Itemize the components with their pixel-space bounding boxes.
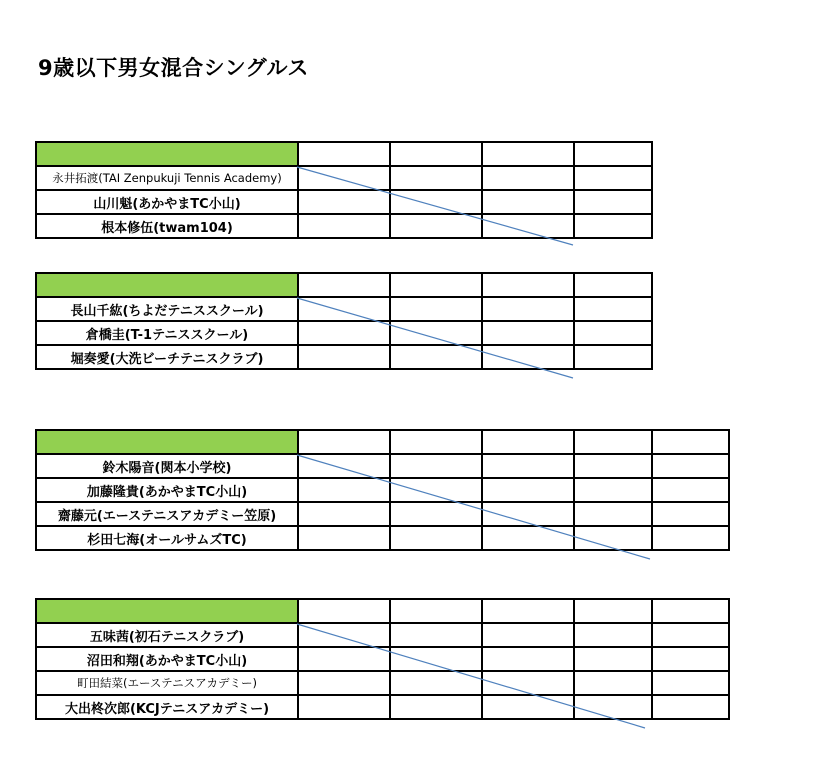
score-cell	[390, 214, 482, 238]
league-table	[35, 598, 730, 720]
score-cell	[482, 599, 574, 623]
table-row	[36, 345, 652, 369]
score-cell	[574, 599, 652, 623]
score-cell	[574, 214, 652, 238]
score-cell	[574, 454, 652, 478]
player-name: 根本修伍(twam104)	[36, 214, 298, 238]
score-cell	[482, 502, 574, 526]
score-cell	[298, 345, 390, 369]
score-cell	[482, 345, 574, 369]
league-group-4	[35, 598, 730, 720]
table-row	[36, 647, 729, 671]
table-header-row	[36, 599, 729, 623]
player-name: 倉橋圭(T-1テニススクール)	[36, 321, 298, 345]
score-cell	[390, 273, 482, 297]
score-cell	[574, 647, 652, 671]
score-cell	[482, 430, 574, 454]
table-row	[36, 478, 729, 502]
header-name-cell	[36, 430, 298, 454]
player-name: 長山千紘(ちよだテニススクール)	[36, 297, 298, 321]
score-cell	[482, 526, 574, 550]
score-cell	[298, 647, 390, 671]
table-row	[36, 321, 652, 345]
score-cell	[574, 297, 652, 321]
score-cell	[482, 273, 574, 297]
score-cell	[652, 502, 729, 526]
score-cell	[652, 526, 729, 550]
header-name-cell	[36, 273, 298, 297]
score-cell	[574, 695, 652, 719]
player-name: 町田結菜(エーステニスアカデミー)	[36, 671, 298, 695]
score-cell	[390, 345, 482, 369]
table-row	[36, 214, 652, 238]
score-cell	[298, 214, 390, 238]
league-group-3	[35, 429, 730, 551]
score-cell	[574, 430, 652, 454]
header-name-cell	[36, 599, 298, 623]
score-cell	[298, 321, 390, 345]
score-cell	[652, 623, 729, 647]
score-cell	[298, 166, 390, 190]
score-cell	[298, 599, 390, 623]
player-name: 山川魁(あかやまTC小山)	[36, 190, 298, 214]
score-cell	[574, 478, 652, 502]
score-cell	[298, 671, 390, 695]
league-group-2	[35, 272, 653, 370]
score-cell	[482, 142, 574, 166]
score-cell	[298, 190, 390, 214]
score-cell	[574, 623, 652, 647]
page-title: 9歳以下男女混合シングルス	[38, 56, 309, 80]
score-cell	[652, 454, 729, 478]
score-cell	[390, 623, 482, 647]
table-row	[36, 297, 652, 321]
score-cell	[652, 647, 729, 671]
league-table	[35, 429, 730, 551]
score-cell	[574, 273, 652, 297]
table-row	[36, 190, 652, 214]
score-cell	[390, 454, 482, 478]
score-cell	[298, 142, 390, 166]
league-table	[35, 141, 653, 239]
score-cell	[482, 190, 574, 214]
score-cell	[390, 166, 482, 190]
score-cell	[652, 671, 729, 695]
score-cell	[390, 526, 482, 550]
player-name: 堀奏愛(大洗ビーチテニスクラブ)	[36, 345, 298, 369]
player-name: 鈴木陽音(関本小学校)	[36, 454, 298, 478]
player-name: 齋藤元(エーステニスアカデミー笠原)	[36, 502, 298, 526]
table-row	[36, 502, 729, 526]
table-header-row	[36, 430, 729, 454]
score-cell	[652, 599, 729, 623]
score-cell	[298, 502, 390, 526]
score-cell	[298, 297, 390, 321]
score-cell	[482, 454, 574, 478]
league-table	[35, 272, 653, 370]
score-cell	[482, 214, 574, 238]
score-cell	[390, 695, 482, 719]
score-cell	[482, 695, 574, 719]
score-cell	[574, 526, 652, 550]
score-cell	[482, 321, 574, 345]
player-name: 五味茜(初石テニスクラブ)	[36, 623, 298, 647]
score-cell	[390, 647, 482, 671]
score-cell	[390, 321, 482, 345]
table-header-row	[36, 273, 652, 297]
score-cell	[482, 647, 574, 671]
score-cell	[652, 430, 729, 454]
table-row	[36, 526, 729, 550]
player-name: 加藤隆貴(あかやまTC小山)	[36, 478, 298, 502]
league-group-1	[35, 141, 653, 239]
score-cell	[482, 478, 574, 502]
score-cell	[390, 502, 482, 526]
score-cell	[298, 430, 390, 454]
player-name: 大出柊次郎(KCJテニスアカデミー)	[36, 695, 298, 719]
score-cell	[390, 190, 482, 214]
score-cell	[574, 671, 652, 695]
table-row	[36, 623, 729, 647]
score-cell	[574, 142, 652, 166]
score-cell	[298, 454, 390, 478]
table-row	[36, 454, 729, 478]
score-cell	[390, 671, 482, 695]
score-cell	[652, 695, 729, 719]
score-cell	[390, 297, 482, 321]
score-cell	[390, 599, 482, 623]
score-cell	[574, 345, 652, 369]
score-cell	[298, 273, 390, 297]
table-row	[36, 166, 652, 190]
score-cell	[390, 142, 482, 166]
score-cell	[482, 671, 574, 695]
score-cell	[298, 478, 390, 502]
score-cell	[482, 623, 574, 647]
player-name: 沼田和翔(あかやまTC小山)	[36, 647, 298, 671]
score-cell	[574, 190, 652, 214]
score-cell	[574, 502, 652, 526]
score-cell	[574, 166, 652, 190]
table-row	[36, 695, 729, 719]
score-cell	[390, 430, 482, 454]
score-cell	[298, 526, 390, 550]
player-name: 杉田七海(オールサムズTC)	[36, 526, 298, 550]
score-cell	[390, 478, 482, 502]
header-name-cell	[36, 142, 298, 166]
table-row	[36, 671, 729, 695]
score-cell	[652, 478, 729, 502]
score-cell	[298, 695, 390, 719]
score-cell	[574, 321, 652, 345]
player-name: 永井拓渡(TAI Zenpukuji Tennis Academy)	[36, 166, 298, 190]
score-cell	[482, 297, 574, 321]
score-cell	[482, 166, 574, 190]
table-header-row	[36, 142, 652, 166]
score-cell	[298, 623, 390, 647]
